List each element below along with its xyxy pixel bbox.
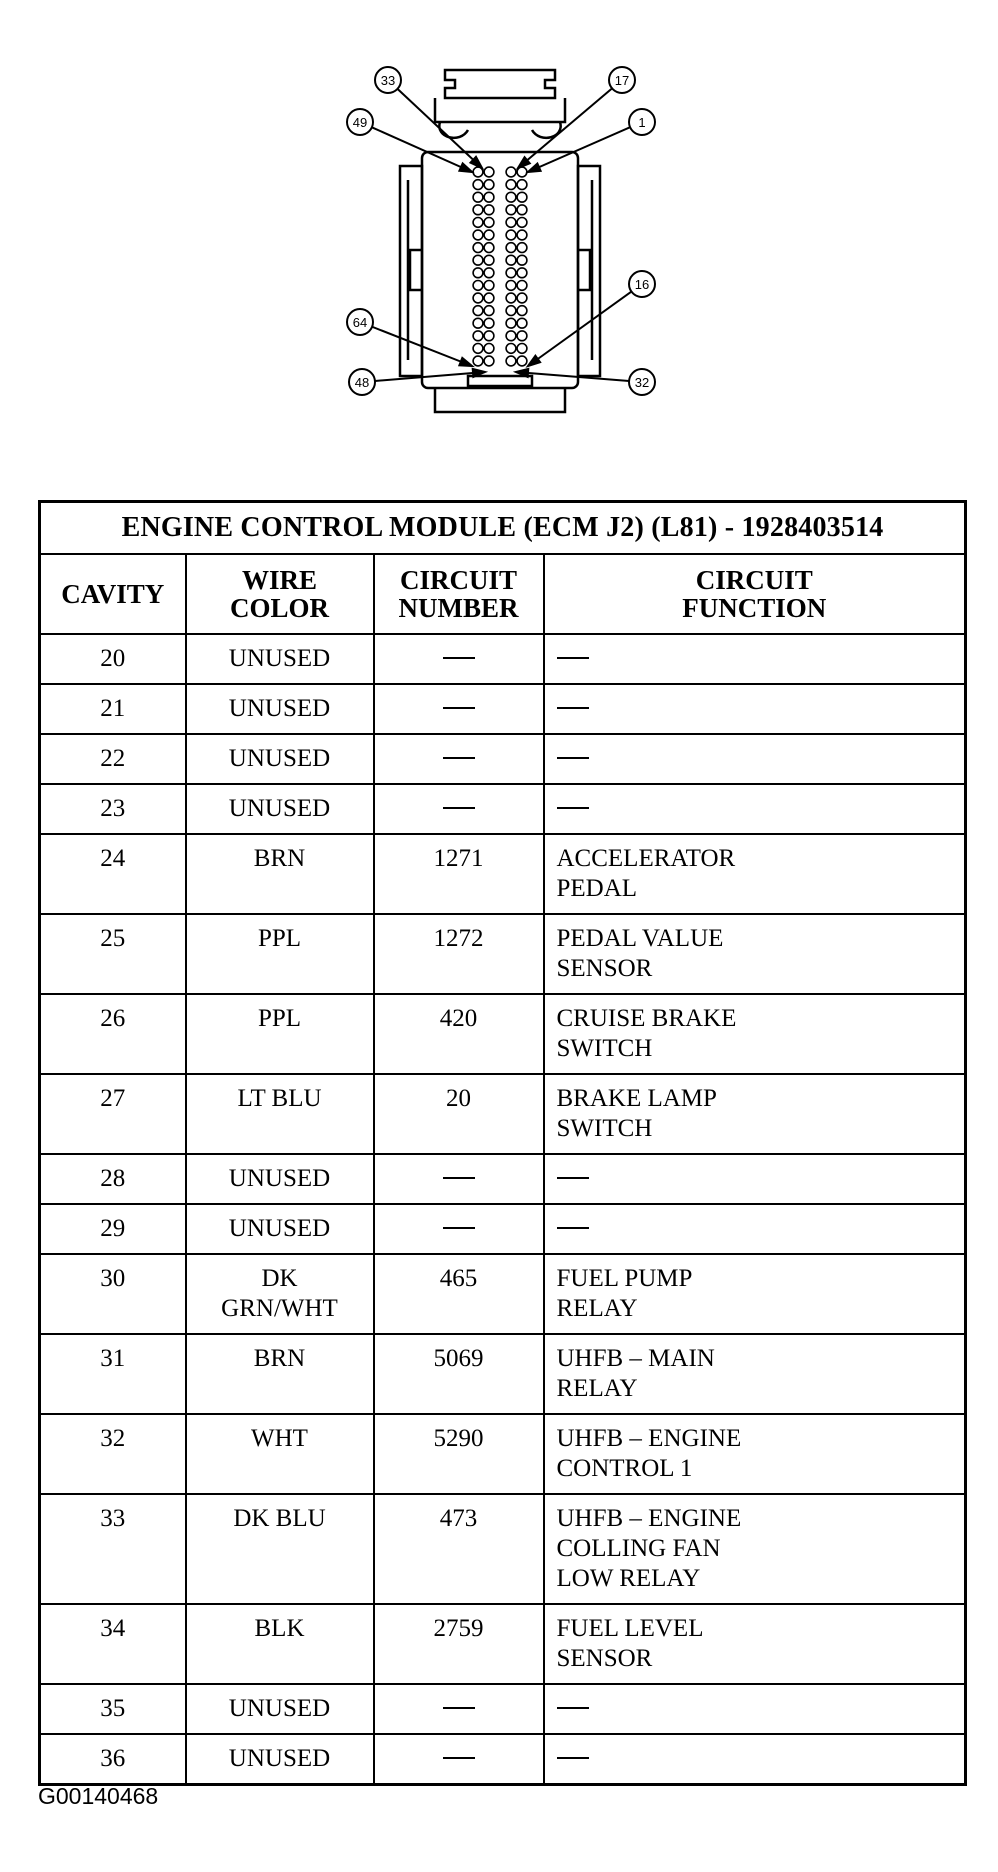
circuit-number-cell: 420 [374, 994, 544, 1074]
empty-dash [557, 1707, 589, 1709]
pin-cavity [473, 306, 483, 316]
table-row [40, 914, 966, 994]
circuit-number-cell: 20 [374, 1074, 544, 1154]
cavity-cell: 25 [40, 914, 186, 994]
arrow-head [459, 163, 472, 172]
figure-code: G00140468 [38, 1783, 159, 1809]
pin-cavity [517, 230, 527, 240]
arrow-head [528, 356, 540, 366]
empty-dash [443, 807, 475, 809]
cavity-cell: 30 [40, 1254, 186, 1334]
table-row [40, 1684, 966, 1734]
wire-color-cell: UNUSED [186, 784, 374, 834]
pin-cavity [506, 281, 516, 291]
circuit-function-cell [544, 1154, 966, 1204]
circuit-number-cell [374, 1734, 544, 1785]
pin-cavity [484, 293, 494, 303]
cavity-cell: 34 [40, 1604, 186, 1684]
circuit-number-cell [374, 734, 544, 784]
arrow-head [459, 358, 472, 366]
wire-color-cell: DK GRN/WHT [186, 1254, 374, 1334]
pin-cavity [506, 318, 516, 328]
header-circuit-function: CIRCUIT FUNCTION [544, 554, 966, 634]
callout-label: 48 [354, 375, 370, 390]
connector-body [400, 70, 600, 412]
circuit-function-cell [544, 634, 966, 684]
circuit-function-cell: FUEL LEVEL SENSOR [544, 1604, 966, 1684]
circuit-number-cell: 1272 [374, 914, 544, 994]
pin-cavity [506, 218, 516, 228]
wire-color-cell: UNUSED [186, 1204, 374, 1254]
pin-cavity [506, 306, 516, 316]
table-row [40, 634, 966, 684]
pin-cavity [484, 205, 494, 215]
empty-dash [557, 657, 589, 659]
callout-label: 49 [352, 115, 368, 130]
empty-dash [443, 1757, 475, 1759]
callout-label: 32 [634, 375, 650, 390]
pin-cavity [484, 281, 494, 291]
cavity-cell: 36 [40, 1734, 186, 1785]
pin-cavity [506, 205, 516, 215]
circuit-number-cell [374, 684, 544, 734]
pin-cavity [473, 255, 483, 265]
circuit-number-cell: 2759 [374, 1604, 544, 1684]
wire-color-cell: PPL [186, 994, 374, 1074]
callout-label: 17 [614, 73, 630, 88]
empty-dash [443, 657, 475, 659]
cavity-cell: 32 [40, 1414, 186, 1494]
pinout-table [38, 500, 967, 1786]
table-row [40, 1414, 966, 1494]
circuit-function-cell [544, 784, 966, 834]
cavity-cell: 20 [40, 634, 186, 684]
circuit-function-cell: FUEL PUMP RELAY [544, 1254, 966, 1334]
empty-dash [557, 807, 589, 809]
pin-cavity [473, 192, 483, 202]
header-wire-color: WIRE COLOR [186, 554, 374, 634]
pin-cavity [517, 331, 527, 341]
connector-pins [473, 167, 527, 366]
side-clips [410, 250, 590, 290]
cavity-cell: 35 [40, 1684, 186, 1734]
latch-ears [439, 122, 560, 138]
empty-dash [557, 1177, 589, 1179]
pin-cavity [484, 268, 494, 278]
callout-label: 1 [638, 115, 646, 130]
leader-line [528, 292, 631, 366]
circuit-function-cell [544, 734, 966, 784]
pin-cavity [473, 281, 483, 291]
pin-cavity [473, 293, 483, 303]
circuit-number-cell: 5069 [374, 1334, 544, 1414]
pin-cavity [484, 230, 494, 240]
pin-cavity [506, 243, 516, 253]
empty-dash [557, 707, 589, 709]
pin-cavity [484, 243, 494, 253]
pin-cavity [484, 306, 494, 316]
wire-color-cell: BRN [186, 834, 374, 914]
wire-color-cell: DK BLU [186, 1494, 374, 1604]
wire-color-cell: UNUSED [186, 734, 374, 784]
wire-color-cell: LT BLU [186, 1074, 374, 1154]
pin-cavity [473, 180, 483, 190]
latch-neck [435, 98, 565, 122]
pin-cavity [506, 293, 516, 303]
cavity-cell: 22 [40, 734, 186, 784]
housing-bottom [435, 388, 565, 412]
pin-cavity [484, 218, 494, 228]
pin-cavity [506, 356, 516, 366]
pin-cavity [506, 192, 516, 202]
empty-dash [443, 1177, 475, 1179]
pin-cavity [506, 180, 516, 190]
cavity-cell: 31 [40, 1334, 186, 1414]
pin-cavity [484, 167, 494, 177]
pin-cavity [473, 268, 483, 278]
table-row [40, 734, 966, 784]
table-row [40, 1334, 966, 1414]
bottom-key [468, 376, 532, 386]
header-cavity: CAVITY [40, 554, 186, 634]
pin-cavity [517, 180, 527, 190]
circuit-function-cell: BRAKE LAMP SWITCH [544, 1074, 966, 1154]
empty-dash [557, 757, 589, 759]
pin-cavity [506, 255, 516, 265]
circuit-function-cell: UHFB – ENGINE COLLING FAN LOW RELAY [544, 1494, 966, 1604]
table-row [40, 1254, 966, 1334]
empty-dash [557, 1757, 589, 1759]
arrow-head [528, 164, 541, 172]
table-row [40, 1154, 966, 1204]
pin-cavity [473, 230, 483, 240]
pin-cavity [484, 331, 494, 341]
pin-cavity [473, 344, 483, 354]
table-row [40, 1734, 966, 1785]
pin-cavity [517, 255, 527, 265]
cavity-cell: 29 [40, 1204, 186, 1254]
circuit-number-cell [374, 784, 544, 834]
table-row [40, 834, 966, 914]
wire-color-cell: BRN [186, 1334, 374, 1414]
circuit-function-cell [544, 1204, 966, 1254]
wire-color-cell: UNUSED [186, 1684, 374, 1734]
pin-cavity [517, 281, 527, 291]
cavity-cell: 21 [40, 684, 186, 734]
circuit-number-cell: 5290 [374, 1414, 544, 1494]
pin-cavity [484, 356, 494, 366]
wire-color-cell: WHT [186, 1414, 374, 1494]
empty-dash [443, 707, 475, 709]
table-row [40, 1604, 966, 1684]
circuit-function-cell: ACCELERATOR PEDAL [544, 834, 966, 914]
empty-dash [557, 1227, 589, 1229]
pin-cavity [506, 331, 516, 341]
pin-cavity [517, 356, 527, 366]
pin-cavity [517, 192, 527, 202]
circuit-function-cell: UHFB – MAIN RELAY [544, 1334, 966, 1414]
pin-cavity [484, 192, 494, 202]
pin-cavity [517, 344, 527, 354]
circuit-function-cell: PEDAL VALUE SENSOR [544, 914, 966, 994]
table-row [40, 684, 966, 734]
circuit-number-cell [374, 1154, 544, 1204]
circuit-function-cell: CRUISE BRAKE SWITCH [544, 994, 966, 1074]
circuit-function-cell [544, 684, 966, 734]
pin-cavity [506, 167, 516, 177]
table-row [40, 1204, 966, 1254]
circuit-number-cell [374, 634, 544, 684]
wire-color-cell: PPL [186, 914, 374, 994]
pin-cavity [506, 230, 516, 240]
circuit-number-cell [374, 1204, 544, 1254]
table-row [40, 1074, 966, 1154]
pin-cavity [473, 331, 483, 341]
cavity-cell: 27 [40, 1074, 186, 1154]
wire-color-cell: BLK [186, 1604, 374, 1684]
header-circuit-number: CIRCUIT NUMBER [374, 554, 544, 634]
pin-cavity [484, 180, 494, 190]
circuit-number-cell: 1271 [374, 834, 544, 914]
cavity-cell: 23 [40, 784, 186, 834]
empty-dash [443, 1227, 475, 1229]
wire-color-cell: UNUSED [186, 1734, 374, 1785]
table-row [40, 784, 966, 834]
cavity-cell: 28 [40, 1154, 186, 1204]
rail-grooves [408, 180, 592, 360]
pin-cavity [473, 318, 483, 328]
callout-label: 64 [352, 315, 368, 330]
empty-dash [443, 757, 475, 759]
wire-color-cell: UNUSED [186, 684, 374, 734]
pin-cavity [517, 318, 527, 328]
wire-color-cell: UNUSED [186, 634, 374, 684]
pin-cavity [484, 318, 494, 328]
pin-cavity [517, 293, 527, 303]
circuit-number-cell [374, 1684, 544, 1734]
circuit-function-cell [544, 1684, 966, 1734]
circuit-number-cell: 473 [374, 1494, 544, 1604]
housing-outer [422, 152, 578, 388]
callout-labels [347, 67, 655, 395]
pin-cavity [517, 205, 527, 215]
pin-cavity [517, 218, 527, 228]
circuit-function-cell [544, 1734, 966, 1785]
pin-cavity [473, 218, 483, 228]
pin-cavity [517, 306, 527, 316]
leader-line [397, 89, 482, 168]
table-row [40, 1494, 966, 1604]
table-row [40, 994, 966, 1074]
pin-cavity [484, 255, 494, 265]
cavity-cell: 24 [40, 834, 186, 914]
pin-cavity [473, 243, 483, 253]
pin-cavity [484, 344, 494, 354]
pin-cavity [506, 344, 516, 354]
pin-cavity [506, 268, 516, 278]
pin-cavity [473, 205, 483, 215]
cavity-cell: 26 [40, 994, 186, 1074]
callout-label: 33 [380, 73, 396, 88]
latch-top [445, 70, 555, 98]
pin-cavity [517, 268, 527, 278]
table-title: ENGINE CONTROL MODULE (ECM J2) (L81) - 1928403514 [40, 502, 966, 555]
callout-label: 16 [634, 277, 650, 292]
pin-cavity [473, 356, 483, 366]
wire-color-cell: UNUSED [186, 1154, 374, 1204]
circuit-number-cell: 465 [374, 1254, 544, 1334]
circuit-function-cell: UHFB – ENGINE CONTROL 1 [544, 1414, 966, 1494]
empty-dash [443, 1707, 475, 1709]
connector-diagram [340, 60, 660, 480]
pin-cavity [517, 243, 527, 253]
cavity-cell: 33 [40, 1494, 186, 1604]
